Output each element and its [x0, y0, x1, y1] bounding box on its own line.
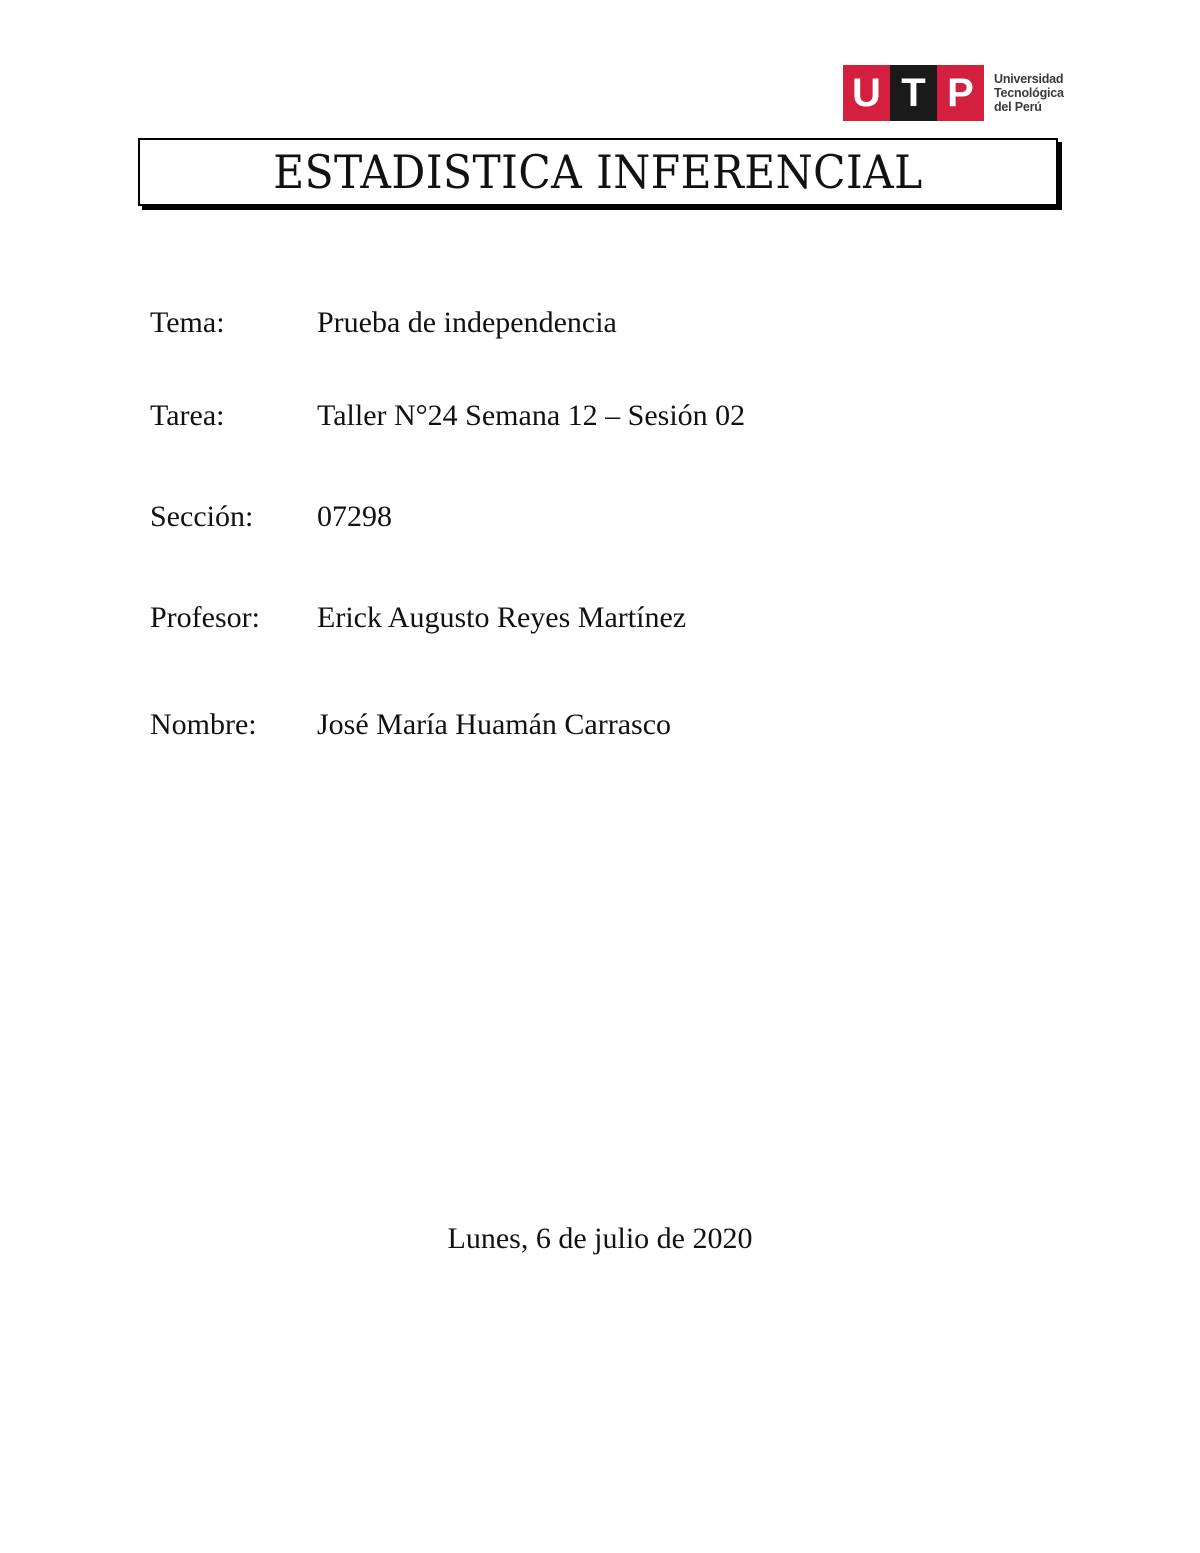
logo-letter-u: U [843, 65, 890, 121]
utp-logo-letters [843, 65, 984, 121]
logo-letter-p: P [937, 65, 984, 121]
logo-letter-t: T [890, 65, 937, 121]
field-value-tema: Prueba de independencia [317, 306, 617, 339]
utp-logo [843, 65, 1064, 121]
field-row-profesor [150, 601, 686, 635]
document-title: ESTADISTICA INFERENCIAL [273, 145, 923, 199]
field-label-nombre: Nombre: [150, 708, 257, 741]
title-box [138, 138, 1058, 206]
field-label-seccion: Sección: [150, 500, 254, 533]
utp-logo-text [994, 72, 1064, 114]
field-row-tema [150, 306, 617, 340]
field-label-tarea: Tarea: [150, 399, 225, 432]
field-value-seccion: 07298 [317, 500, 392, 533]
field-value-nombre: José María Huamán Carrasco [317, 708, 672, 741]
field-row-nombre [150, 708, 671, 742]
field-label-tema: Tema: [150, 306, 225, 339]
field-row-tarea [150, 399, 745, 433]
document-date: Lunes, 6 de julio de 2020 [447, 1222, 753, 1255]
logo-text-line-1: Universidad [994, 72, 1064, 86]
field-row-seccion [150, 500, 392, 534]
logo-text-line-3: del Perú [994, 100, 1042, 114]
field-label-profesor: Profesor: [150, 601, 260, 634]
logo-text-line-2: Tecnológica [994, 86, 1064, 100]
field-value-tarea: Taller N°24 Semana 12 – Sesión 02 [317, 399, 746, 432]
field-value-profesor: Erick Augusto Reyes Martínez [317, 601, 687, 634]
